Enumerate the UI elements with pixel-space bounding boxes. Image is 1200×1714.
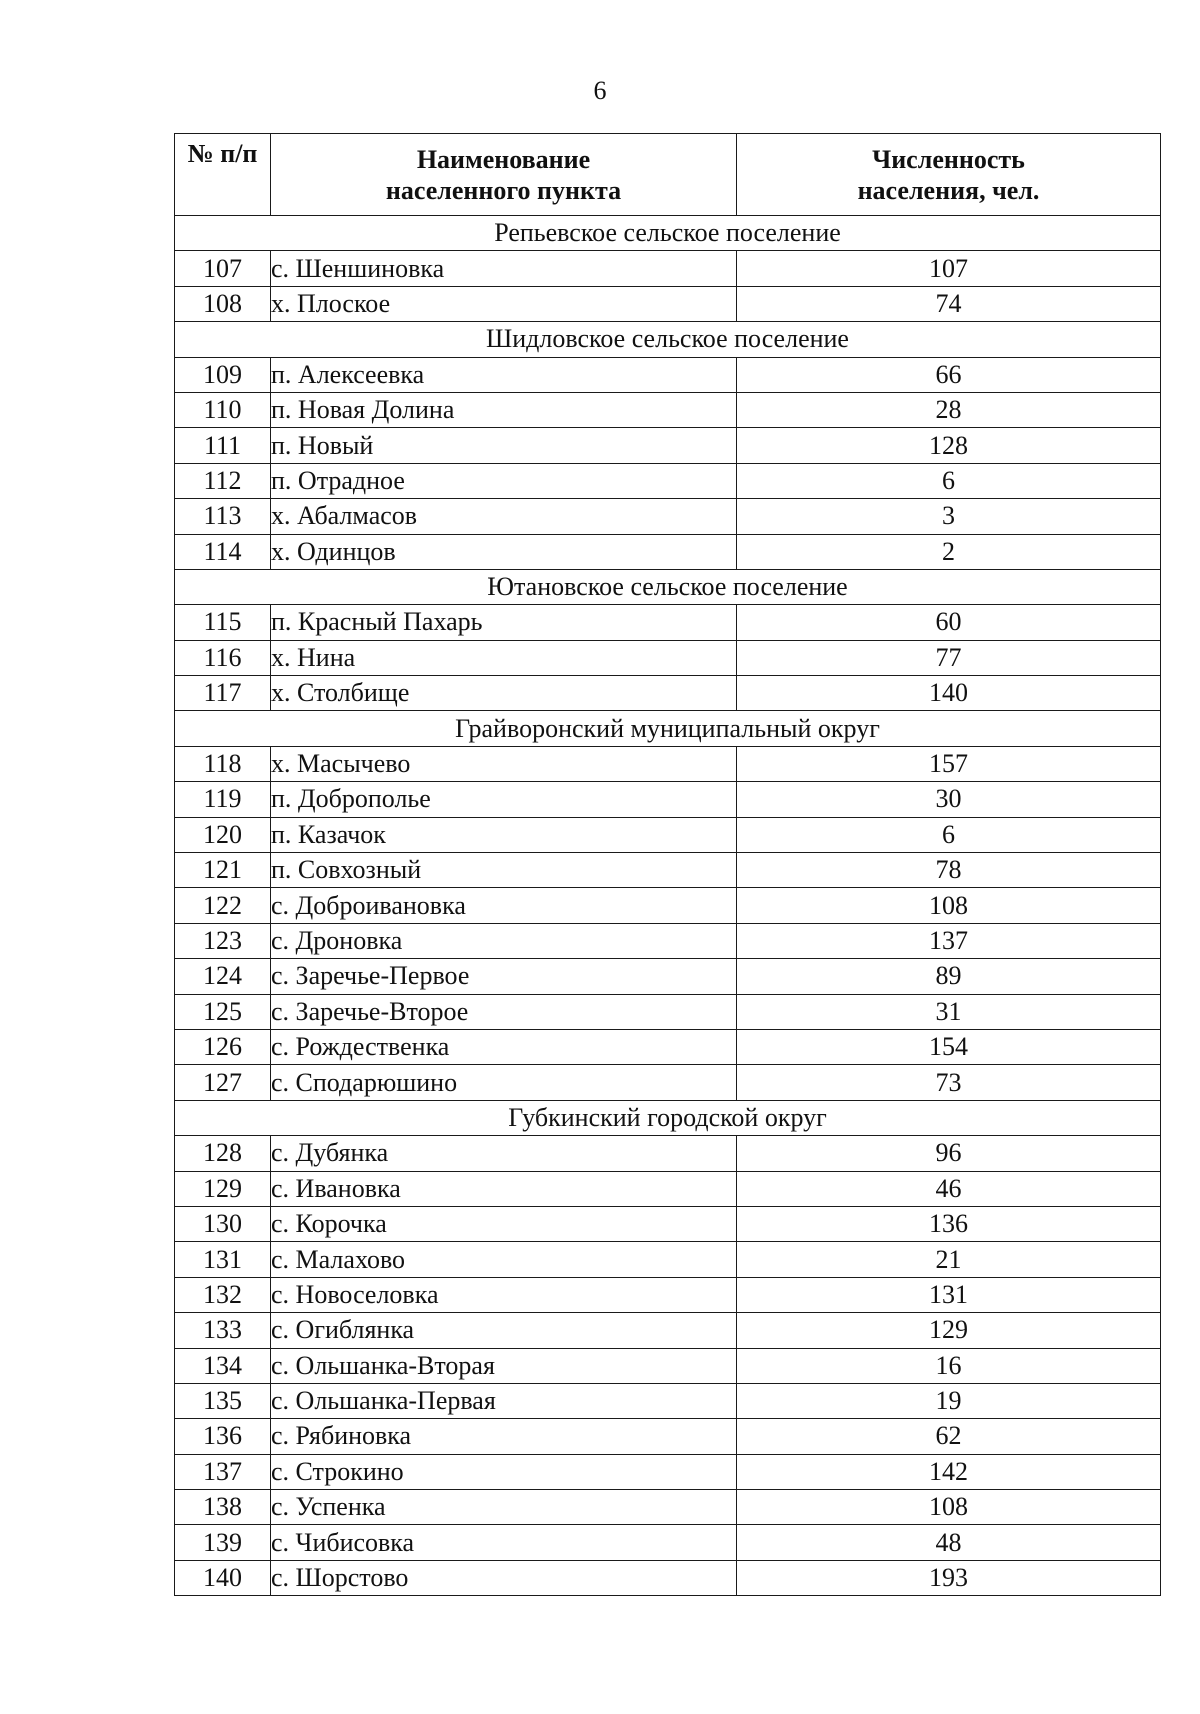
population-value: 142 (737, 1454, 1161, 1489)
row-number: 125 (175, 994, 271, 1029)
settlements-table (174, 133, 1161, 1596)
table-header (175, 134, 1161, 216)
table-row (175, 746, 1161, 781)
population-value: 137 (737, 923, 1161, 958)
population-value: 77 (737, 640, 1161, 675)
row-number: 121 (175, 853, 271, 888)
table-row (175, 994, 1161, 1029)
table-row (175, 251, 1161, 286)
population-value: 66 (737, 357, 1161, 392)
row-number: 122 (175, 888, 271, 923)
row-number: 137 (175, 1454, 271, 1489)
page-number: 6 (593, 76, 607, 105)
settlement-name: х. Столбище (271, 676, 737, 711)
table-body (175, 216, 1161, 1596)
population-value: 108 (737, 888, 1161, 923)
settlement-name: п. Совхозный (271, 853, 737, 888)
settlement-name: с. Ивановка (271, 1171, 737, 1206)
table-row (175, 1277, 1161, 1312)
table-row (175, 853, 1161, 888)
population-value: 48 (737, 1525, 1161, 1560)
table-row (175, 392, 1161, 427)
section-title: Грайворонский муниципальный округ (175, 711, 1161, 746)
section-row (175, 322, 1161, 357)
settlement-name: с. Ольшанка-Вторая (271, 1348, 737, 1383)
population-value: 128 (737, 428, 1161, 463)
population-value: 78 (737, 853, 1161, 888)
settlement-name: с. Рябиновка (271, 1419, 737, 1454)
population-value: 60 (737, 605, 1161, 640)
section-title: Губкинский городской округ (175, 1100, 1161, 1135)
settlement-name: с. Рождественка (271, 1029, 737, 1064)
table-row (175, 959, 1161, 994)
table-row (175, 923, 1161, 958)
table-row (175, 1525, 1161, 1560)
settlement-name: с. Дубянка (271, 1136, 737, 1171)
settlement-name: с. Успенка (271, 1490, 737, 1525)
settlement-name: п. Отрадное (271, 463, 737, 498)
row-number: 130 (175, 1206, 271, 1241)
row-number: 127 (175, 1065, 271, 1100)
population-value: 74 (737, 286, 1161, 321)
table-row (175, 1348, 1161, 1383)
settlement-name: с. Чибисовка (271, 1525, 737, 1560)
row-number: 110 (175, 392, 271, 427)
population-value: 30 (737, 782, 1161, 817)
row-number: 118 (175, 746, 271, 781)
settlement-name: х. Нина (271, 640, 737, 675)
row-number: 124 (175, 959, 271, 994)
header-name-line2: населенного пункта (385, 175, 622, 205)
table-row (175, 286, 1161, 321)
population-value: 136 (737, 1206, 1161, 1241)
table-row (175, 463, 1161, 498)
row-number: 129 (175, 1171, 271, 1206)
settlement-name: с. Дроновка (271, 923, 737, 958)
table-row (175, 357, 1161, 392)
row-number: 126 (175, 1029, 271, 1064)
table-row (175, 1454, 1161, 1489)
population-value: 108 (737, 1490, 1161, 1525)
population-value: 6 (737, 817, 1161, 852)
settlement-name: п. Новая Долина (271, 392, 737, 427)
population-value: 193 (737, 1560, 1161, 1595)
table-row (175, 782, 1161, 817)
row-number: 115 (175, 605, 271, 640)
population-value: 2 (737, 534, 1161, 569)
settlement-name: с. Строкино (271, 1454, 737, 1489)
table-row (175, 428, 1161, 463)
table-row (175, 888, 1161, 923)
population-value: 6 (737, 463, 1161, 498)
table-row (175, 534, 1161, 569)
table-row (175, 1065, 1161, 1100)
settlement-name: с. Заречье-Второе (271, 994, 737, 1029)
row-number: 131 (175, 1242, 271, 1277)
row-number: 132 (175, 1277, 271, 1312)
row-number: 123 (175, 923, 271, 958)
settlement-name: п. Доброполье (271, 782, 737, 817)
row-number: 111 (175, 428, 271, 463)
header-population-line1: Численность (872, 144, 1025, 174)
row-number: 120 (175, 817, 271, 852)
row-number: 134 (175, 1348, 271, 1383)
population-value: 3 (737, 499, 1161, 534)
population-value: 73 (737, 1065, 1161, 1100)
population-value: 96 (737, 1136, 1161, 1171)
row-number: 128 (175, 1136, 271, 1171)
table-row (175, 605, 1161, 640)
population-value: 140 (737, 676, 1161, 711)
settlement-name: с. Огиблянка (271, 1313, 737, 1348)
settlement-name: с. Доброивановка (271, 888, 737, 923)
table-row (175, 1136, 1161, 1171)
population-value: 16 (737, 1348, 1161, 1383)
population-value: 19 (737, 1383, 1161, 1418)
header-population-line2: населения, чел. (857, 175, 1040, 205)
population-value: 31 (737, 994, 1161, 1029)
population-value: 131 (737, 1277, 1161, 1312)
table-row (175, 1242, 1161, 1277)
table-row (175, 1383, 1161, 1418)
row-number: 138 (175, 1490, 271, 1525)
section-title: Ютановское сельское поселение (175, 569, 1161, 604)
population-value: 21 (737, 1242, 1161, 1277)
settlement-name: х. Одинцов (271, 534, 737, 569)
section-row (175, 569, 1161, 604)
table-row (175, 1419, 1161, 1454)
section-row (175, 216, 1161, 251)
table-row (175, 1490, 1161, 1525)
row-number: 113 (175, 499, 271, 534)
table-row (175, 1029, 1161, 1064)
settlement-name: х. Абалмасов (271, 499, 737, 534)
settlement-name: с. Сподарюшино (271, 1065, 737, 1100)
population-value: 89 (737, 959, 1161, 994)
settlement-name: х. Плоское (271, 286, 737, 321)
settlement-name: с. Новоселовка (271, 1277, 737, 1312)
section-title: Репьевское сельское поселение (175, 216, 1161, 251)
row-number: 107 (175, 251, 271, 286)
settlement-name: с. Шорстово (271, 1560, 737, 1595)
settlement-name: п. Алексеевка (271, 357, 737, 392)
row-number: 109 (175, 357, 271, 392)
row-number: 117 (175, 676, 271, 711)
settlement-name: п. Казачок (271, 817, 737, 852)
row-number: 119 (175, 782, 271, 817)
section-row (175, 1100, 1161, 1135)
row-number: 108 (175, 286, 271, 321)
table-row (175, 1206, 1161, 1241)
population-value: 154 (737, 1029, 1161, 1064)
row-number: 112 (175, 463, 271, 498)
row-number: 114 (175, 534, 271, 569)
header-number: № п/п (175, 134, 271, 216)
section-row (175, 711, 1161, 746)
table-row (175, 817, 1161, 852)
table-row (175, 1560, 1161, 1595)
row-number: 116 (175, 640, 271, 675)
settlement-name: х. Масычево (271, 746, 737, 781)
population-value: 46 (737, 1171, 1161, 1206)
table-row (175, 499, 1161, 534)
population-value: 157 (737, 746, 1161, 781)
population-value: 107 (737, 251, 1161, 286)
header-name (271, 134, 737, 216)
header-population (737, 134, 1161, 216)
population-value: 62 (737, 1419, 1161, 1454)
row-number: 133 (175, 1313, 271, 1348)
row-number: 135 (175, 1383, 271, 1418)
table-row (175, 1171, 1161, 1206)
row-number: 139 (175, 1525, 271, 1560)
settlement-name: п. Новый (271, 428, 737, 463)
row-number: 136 (175, 1419, 271, 1454)
row-number: 140 (175, 1560, 271, 1595)
settlement-name: с. Малахово (271, 1242, 737, 1277)
population-value: 129 (737, 1313, 1161, 1348)
table-row (175, 1313, 1161, 1348)
settlement-name: с. Корочка (271, 1206, 737, 1241)
settlement-name: с. Ольшанка-Первая (271, 1383, 737, 1418)
section-title: Шидловское сельское поселение (175, 322, 1161, 357)
population-value: 28 (737, 392, 1161, 427)
header-name-line1: Наименование (416, 144, 591, 174)
settlement-name: с. Шеншиновка (271, 251, 737, 286)
settlement-name: с. Заречье-Первое (271, 959, 737, 994)
settlement-name: п. Красный Пахарь (271, 605, 737, 640)
header-row (175, 134, 1161, 216)
table-row (175, 640, 1161, 675)
table-row (175, 676, 1161, 711)
